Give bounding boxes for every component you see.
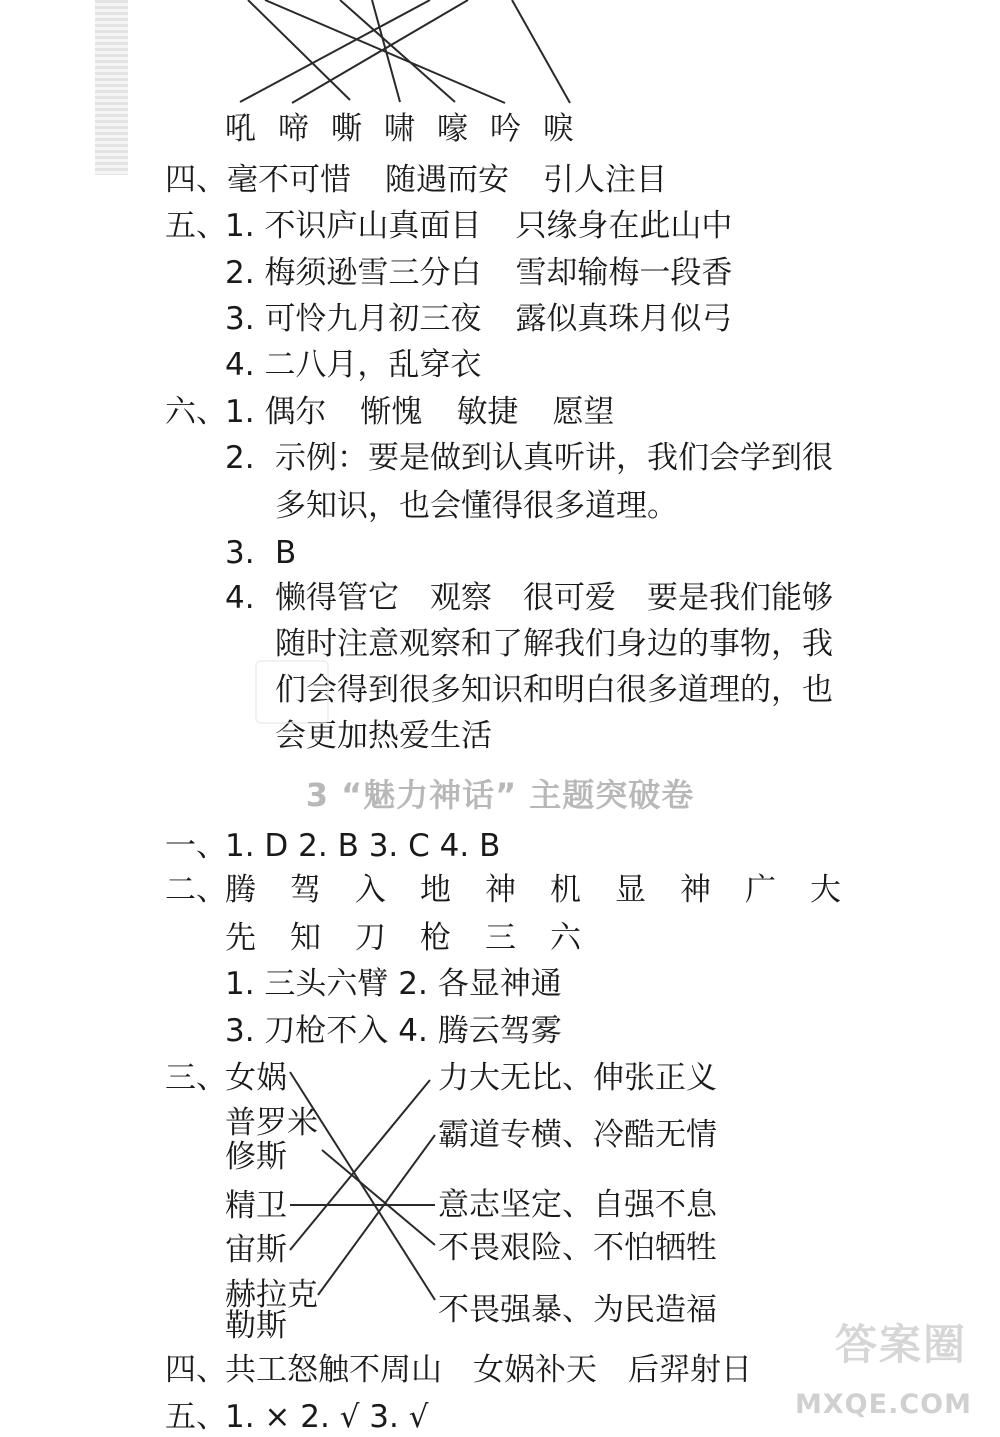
match-word: 啼: [278, 111, 309, 147]
story-titles: 共工怒触不周山 女娲补天 后羿射日: [225, 1352, 752, 1388]
char: 神: [680, 872, 711, 908]
poem-line: [225, 299, 732, 339]
match-word: 啸: [384, 111, 415, 147]
match-word: 唳: [543, 111, 574, 147]
choice-answers: 1. D 2. B 3. C 4. B: [225, 828, 501, 864]
char: 腾: [225, 872, 256, 908]
match-word: 吟: [490, 111, 521, 147]
char: 地: [420, 872, 451, 908]
item-number: 2.: [225, 440, 255, 476]
faint-stamp: [255, 660, 329, 724]
char: 三: [485, 920, 516, 956]
match-left-item: 普罗米: [225, 1105, 318, 1141]
match-left-item: 女娲: [225, 1060, 287, 1096]
word: 敏捷: [456, 394, 519, 430]
poem-a: 不识庐山真面目: [264, 208, 482, 244]
match-right-item: 霸道专横、冷酷无情: [438, 1117, 717, 1153]
char: 驾: [290, 872, 321, 908]
section4-answers: [165, 160, 667, 200]
word: 偶尔: [264, 394, 327, 430]
item-number: 2.: [225, 255, 255, 291]
match-right-item: 意志坚定、自强不息: [438, 1187, 717, 1223]
char: 六: [550, 920, 581, 956]
watermark-url: MXQE.COM: [795, 1389, 972, 1420]
match-right-item: 不畏艰险、不怕牺牲: [438, 1230, 717, 1266]
poem-line: [225, 206, 732, 246]
poem-line: [225, 253, 732, 293]
word: 愿望: [552, 394, 615, 430]
item-number: 1.: [225, 208, 255, 244]
section-label: 四、: [165, 162, 227, 198]
item-number: 4.: [225, 580, 255, 616]
section-label: 五、: [165, 208, 227, 244]
item-number: 1.: [225, 394, 255, 430]
section-label: 五、: [165, 1399, 227, 1435]
watermark-logo: 答案圈: [835, 1320, 968, 1369]
char: 神: [485, 872, 516, 908]
section-label: 六、: [165, 394, 227, 430]
answer-item: 随遇而安: [385, 162, 509, 198]
idiom-line: 1. 三头六臂 2. 各显神通: [225, 966, 562, 1002]
poem-b: 只缘身在此山中: [515, 208, 733, 244]
paragraph-line: 随时注意观察和了解我们身边的事物，我: [275, 626, 833, 662]
word-list: [225, 392, 614, 432]
char: 先: [225, 920, 256, 956]
paragraph-line: 示例：要是做到认真听讲，我们会学到很: [275, 440, 833, 476]
section-label: 一、: [165, 828, 227, 864]
char: 入: [355, 872, 386, 908]
char: 机: [550, 872, 581, 908]
match-left-item: 勒斯: [225, 1308, 287, 1344]
section-title: 3 “魅力神话” 主题突破卷: [305, 776, 695, 814]
poem-b: 露似真珠月似弓: [515, 301, 733, 337]
answer-item: 毫不可惜: [227, 162, 351, 198]
paragraph-line: 多知识，也会懂得很多道理。: [275, 488, 678, 524]
watermark: [795, 1312, 990, 1422]
section-label: 三、: [165, 1060, 227, 1096]
paragraph-line: 会更加热爱生活: [275, 718, 492, 754]
word: 惭愧: [360, 394, 423, 430]
judgement-answers: 1. × 2. √ 3. √: [225, 1399, 429, 1435]
char: 知: [290, 920, 321, 956]
match-left-item: 赫拉克: [225, 1277, 318, 1313]
char: 刀: [355, 920, 386, 956]
answer-text: B: [275, 535, 297, 571]
char-row: [225, 918, 581, 958]
match-left-item: 宙斯: [225, 1232, 287, 1268]
match-word: 吼: [225, 111, 256, 147]
section-label: 二、: [165, 872, 227, 908]
char: 显: [615, 872, 646, 908]
item-number: 3.: [225, 535, 255, 571]
idiom-line: 3. 刀枪不入 4. 腾云驾雾: [225, 1013, 562, 1049]
poem-a: 梅须逊雪三分白: [264, 255, 482, 291]
char: 枪: [420, 920, 451, 956]
section-label: 四、: [165, 1352, 227, 1388]
paragraph-line: 们会得到很多知识和明白很多道理的，也: [275, 672, 833, 708]
char-row: [225, 870, 841, 910]
poem-a: 可怜九月初三夜: [264, 301, 482, 337]
char: 大: [810, 872, 841, 908]
match-word: 嘶: [331, 111, 362, 147]
answer-item: 引人注目: [543, 162, 667, 198]
match-left-item: 修斯: [225, 1139, 287, 1175]
match-right-item: 力大无比、伸张正义: [438, 1060, 717, 1096]
paragraph-line: 懒得管它 观察 很可爱 要是我们能够: [275, 580, 833, 616]
poem-line: [225, 345, 481, 385]
match-word: 嚎: [437, 111, 468, 147]
match-right-item: 不畏强暴、为民造福: [438, 1292, 717, 1328]
item-number: 4.: [225, 347, 255, 383]
char: 广: [745, 872, 776, 908]
match-words-row: [225, 109, 574, 149]
poem-b: 雪却输梅一段香: [515, 255, 733, 291]
match-left-item: 精卫: [225, 1188, 287, 1224]
item-number: 3.: [225, 301, 255, 337]
poem-a: 二八月，乱穿衣: [264, 347, 482, 383]
